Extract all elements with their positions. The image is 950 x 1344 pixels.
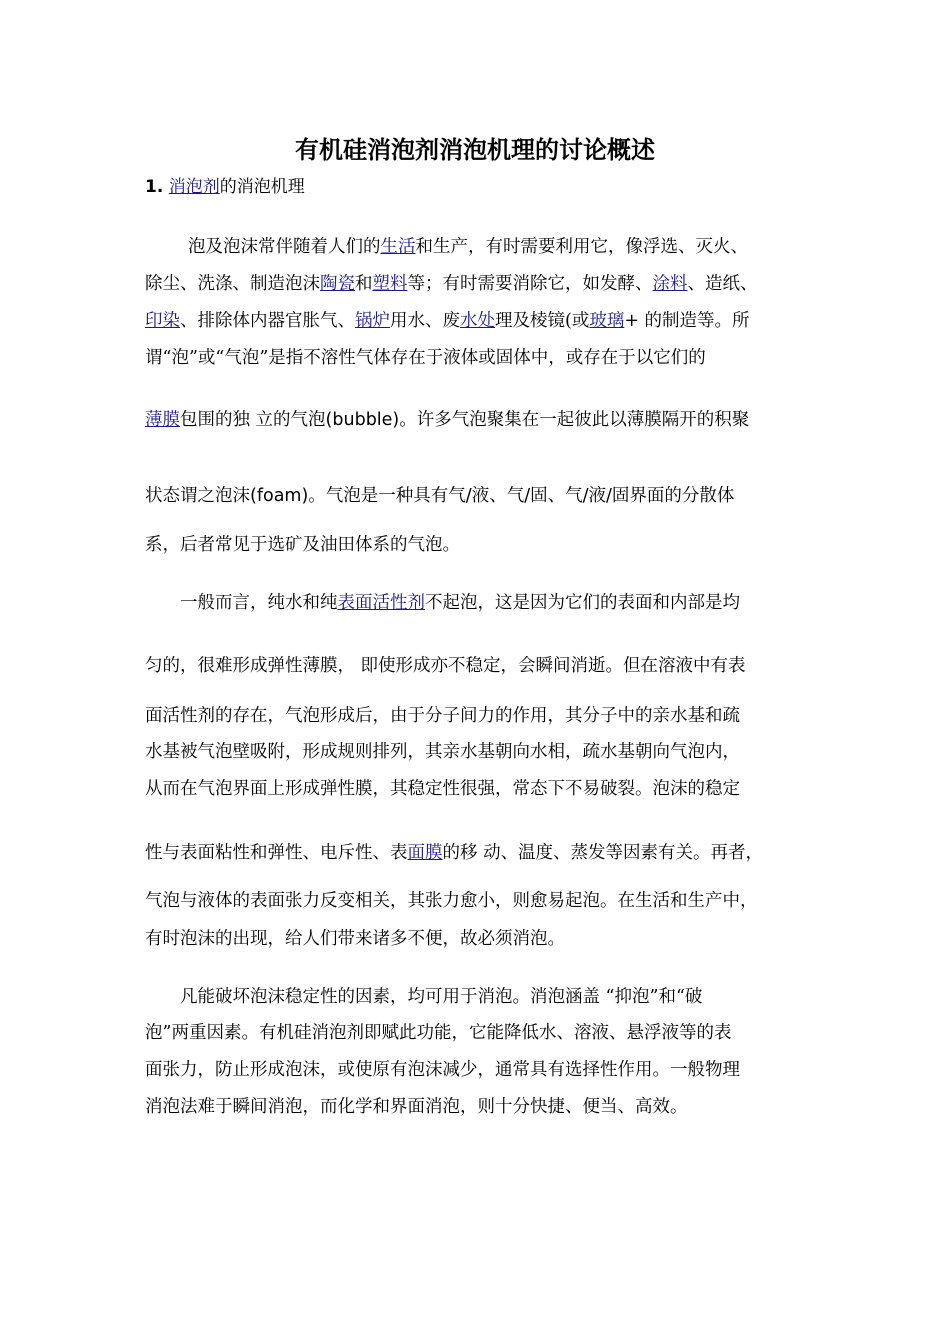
link-life[interactable]: 生活 xyxy=(380,237,416,257)
link-ceramics[interactable]: 陶瓷 xyxy=(320,274,355,294)
text-span: 和 xyxy=(355,274,373,294)
text-span: 和生产，有时需要利用它，像浮选、灭火、 xyxy=(415,237,748,257)
p1-line-7: 系，后者常见于选矿及油田体系的气泡。 xyxy=(145,535,460,555)
p1-line-3 xyxy=(145,308,750,334)
link-surfactant[interactable]: 表面活性剂 xyxy=(337,593,425,613)
section-number: 1. xyxy=(145,177,164,197)
p2-line-2: 匀的，很难形成弹性薄膜， 即使形成亦不稳定，会瞬间消逝。但在溶液中有表 xyxy=(145,656,746,676)
link-boiler[interactable]: 锅炉 xyxy=(355,311,390,331)
p2-line-3: 面活性剂的存在，气泡形成后，由于分子间力的作用，其分子中的亲水基和疏 xyxy=(145,706,740,726)
document-title: 有机硅消泡剂消泡机理的讨论概述 xyxy=(295,136,655,164)
p3-line-1: 凡能破坏泡沫稳定性的因素，均可用于消泡。消泡涵盖 “抑泡”和“破 xyxy=(180,987,703,1007)
link-surface-film[interactable]: 面膜 xyxy=(407,843,443,863)
text-span: 一般而言，纯水和纯 xyxy=(180,593,338,613)
p1-line-5 xyxy=(145,407,749,433)
link-defoamer[interactable]: 消泡剂 xyxy=(168,177,220,197)
p2-line-7: 气泡与液体的表面张力反变相关，其张力愈小，则愈易起泡。在生活和生产中， xyxy=(145,891,758,911)
text-span: 的移 动、温度、蒸发等因素有关。再者， xyxy=(442,843,764,863)
text-span: 等；有时需要消除它，如发酵、 xyxy=(407,274,653,294)
p2-line-8: 有时泡沫的出现，给人们带来诸多不便，故必须消泡。 xyxy=(145,929,565,949)
link-coatings[interactable]: 涂料 xyxy=(652,274,688,294)
p1-line-2 xyxy=(145,271,758,297)
p2-line-6 xyxy=(145,840,763,866)
p2-line-1 xyxy=(180,590,740,616)
text-span: 包围的独 立的气泡(bubble)。许多气泡聚集在一起彼此以薄膜隔开的积聚 xyxy=(180,410,750,430)
text-span: 泡及泡沫常伴随着人们的 xyxy=(188,237,381,257)
p2-line-4: 水基被气泡壁吸附，形成规则排列，其亲水基朝向水相，疏水基朝向气泡内， xyxy=(145,742,740,762)
p1-line-4: 谓“泡”或“气泡”是指不溶性气体存在于液体或固体中，或存在于以它们的 xyxy=(145,348,706,368)
p1-line-6: 状态谓之泡沫(foam)。气泡是一种具有气/液、气/固、气/液/固界面的分散体 xyxy=(145,486,735,506)
text-span: + 的制造等。所 xyxy=(624,311,750,331)
p3-line-4: 消泡法难于瞬间消泡，而化学和界面消泡，则十分快捷、便当、高效。 xyxy=(145,1097,688,1117)
p1-line-1 xyxy=(188,234,748,260)
link-water-treatment[interactable]: 水处 xyxy=(460,311,495,331)
text-span: 不起泡，这是因为它们的表面和内部是均 xyxy=(425,593,740,613)
section-heading xyxy=(145,174,305,200)
text-span: 、排除体内器官胀气、 xyxy=(180,311,355,331)
text-span: 理及棱镜(或 xyxy=(495,311,590,331)
link-glass[interactable]: 玻璃 xyxy=(589,311,625,331)
text-span: 除尘、洗涤、制造泡沫 xyxy=(145,274,320,294)
text-span: 用水、废 xyxy=(390,311,460,331)
section-heading-text: 的消泡机理 xyxy=(219,177,305,197)
link-plastics[interactable]: 塑料 xyxy=(372,274,408,294)
link-printing-dyeing[interactable]: 印染 xyxy=(145,311,180,331)
p2-line-5: 从而在气泡界面上形成弹性膜，其稳定性很强，常态下不易破裂。泡沫的稳定 xyxy=(145,779,740,799)
text-span: 、造纸、 xyxy=(687,274,758,294)
p3-line-2: 泡”两重因素。有机硅消泡剂即赋此功能，它能降低水、溶液、悬浮液等的表 xyxy=(145,1023,732,1043)
link-film[interactable]: 薄膜 xyxy=(145,410,180,430)
p3-line-3: 面张力，防止形成泡沫，或使原有泡沫减少，通常具有选择性作用。一般物理 xyxy=(145,1060,740,1080)
text-span: 性与表面粘性和弹性、电斥性、表 xyxy=(145,843,408,863)
